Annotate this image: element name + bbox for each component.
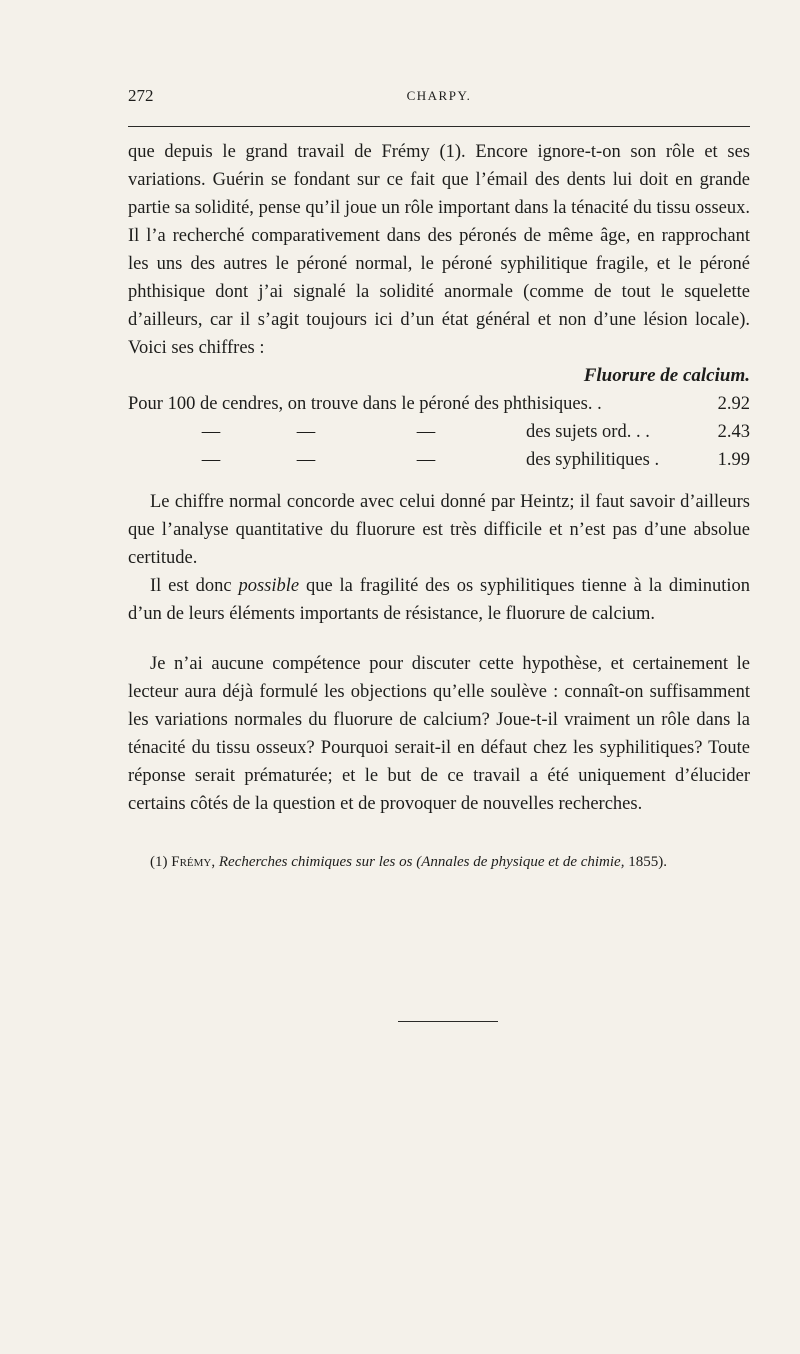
- paragraph-1: que depuis le grand travail de Frémy (1). Encore ignore-t-on son rôle et ses variations. Guérin se fondant sur ce fait que l’émail des dents lui doit en grande partie sa solidité, pense qu’il joue un rôle important dans la ténacité du tissu osseux. Il l’a recherché comparativement dans des péronés de même âge, en rapprochant les uns des autres le péroné normal, le péroné syphilitique fragile, et le péroné phthisique dont j’ai signalé la solidité anormale (comme de tout le squelette d’ailleurs, car il s’agit toujours ici d’un état général et non d’une lésion locale). Voici ses chiffres :: [128, 142, 750, 358]
- ditto-mark: —: [416, 450, 436, 470]
- header-rule: [128, 126, 750, 127]
- footnote: [128, 852, 750, 872]
- row-value: 1.99: [717, 450, 750, 470]
- row-value: 2.43: [717, 422, 750, 442]
- footnote-year: 1855).: [628, 854, 667, 870]
- row-value: 2.92: [717, 394, 750, 414]
- ditto-mark: —: [416, 422, 436, 442]
- page-header: [128, 86, 750, 108]
- end-rule: [398, 1021, 498, 1022]
- row-label: des syphilitiques .: [526, 450, 660, 470]
- paragraph-3: [128, 572, 750, 628]
- ditto-mark: —: [296, 450, 316, 470]
- footnote-author: Frémy,: [171, 854, 216, 870]
- ditto-mark: —: [201, 450, 221, 470]
- footnote-journal: (Annales de physique et de chimie,: [416, 854, 625, 870]
- row-label: des sujets ord. . .: [526, 422, 650, 442]
- paragraph-2: Le chiffre normal concorde avec celui donné par Heintz; il faut savoir d’ailleurs que l’analyse quantitative du fluorure est très difficile et n’est pas d’une absolue certitude.: [128, 492, 750, 568]
- ditto-mark: —: [201, 422, 221, 442]
- paragraph-4: Je n’ai aucune compétence pour discuter cette hypothèse, et certainement le lecteur aura déjà formulé les objections qu’elle soulève : connaît-on suffisamment les variations normales du fluorure de calcium? Joue-t-il vraiment un rôle dans la ténacité du tissu osseux? Pourquoi serait-il en défaut chez les syphilitiques? Toute réponse serait prématurée; et le but de ce travail a été uniquement d’élucider certains côtés de la question et de provoquer de nouvelles recherches.: [128, 654, 750, 814]
- paragraph-3-end: que la fragilité des os syphilitiques tienne à la diminution d’un de leurs éléments importants de résistance, le fluorure de calcium.: [128, 576, 751, 624]
- page-number: 272: [128, 86, 154, 105]
- running-head: CHARPY.: [406, 88, 472, 103]
- footnote-title: Recherches chimiques sur les os: [218, 854, 413, 870]
- row-label: Pour 100 de cendres, on trouve dans le péroné des phthisiques. .: [128, 394, 602, 414]
- paragraph-3-start: Il est donc: [150, 576, 232, 596]
- table-row-sujets-ord: [128, 418, 750, 446]
- table-row-syphilitiques: [128, 446, 750, 474]
- emphasis-possible: possible: [238, 576, 300, 596]
- footnote-marker: (1): [150, 854, 168, 870]
- body-text: [128, 138, 750, 818]
- ditto-mark: —: [296, 422, 316, 442]
- table-heading: Fluorure de calcium.: [583, 365, 750, 386]
- table-row-phthisiques: [128, 390, 750, 418]
- fluoride-table: [128, 362, 750, 474]
